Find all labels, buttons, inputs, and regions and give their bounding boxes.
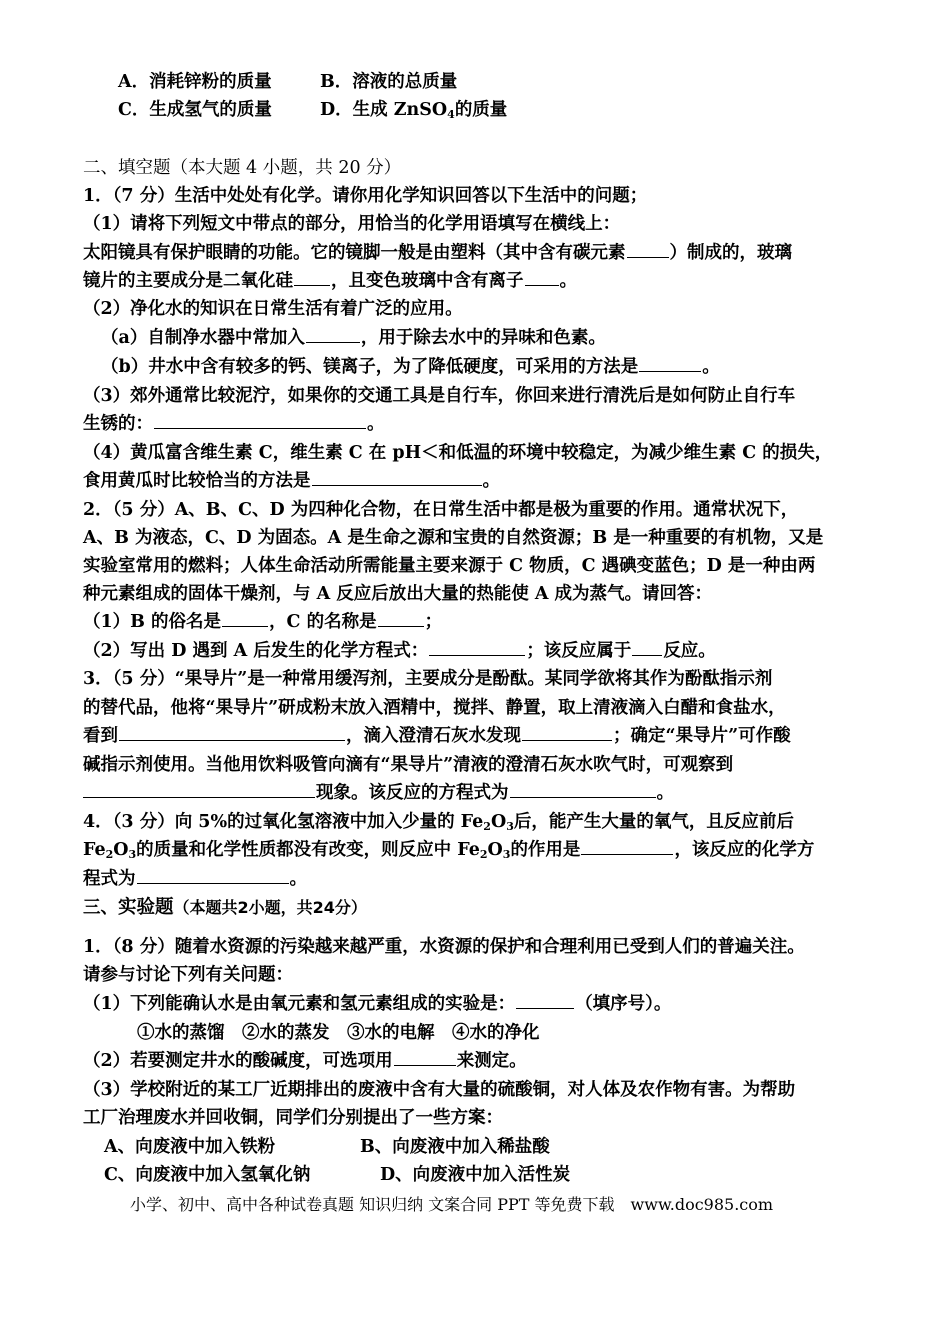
answer-blank[interactable]: [378, 610, 424, 627]
answer-blank[interactable]: [525, 269, 559, 286]
answer-blank[interactable]: [581, 838, 673, 855]
option-c: C．生成氢气的质量: [118, 100, 272, 120]
q2-part1: （1）B 的俗名是 ，C 的名称是 ；: [83, 612, 443, 632]
q3-line4: 碱指示剂使用。当他用饮料吸管向滴有“果导片”清液的澄清石灰水吹气时，可观察到: [83, 755, 734, 775]
section3-title: 三、实验题（本题共2小题，共24分）: [83, 897, 367, 918]
q1-part2b: （b）井水中含有较多的钙、镁离子，为了降低硬度，可采用的方法是 。: [101, 357, 720, 377]
answer-blank[interactable]: [222, 610, 268, 627]
s3-q1-part3-line1: （3）学校附近的某工厂近期排出的废液中含有大量的硫酸铜，对人体及农作物有害。为帮助: [83, 1080, 796, 1100]
answer-blank[interactable]: [312, 469, 482, 486]
answer-blank[interactable]: [510, 781, 656, 798]
answer-blank[interactable]: [522, 724, 612, 741]
q2-line4: 种元素组成的固体干燥剂，与 A 反应后放出大量的热能使 A 成为蒸气。请回答：: [83, 584, 713, 604]
q1-part2a: （a）自制净水器中常加入 ，用于除去水中的异味和色素。: [101, 328, 606, 348]
answer-blank[interactable]: [137, 867, 289, 884]
s3-option-a: A、向废液中加入铁粉: [104, 1137, 276, 1157]
s3-q1-choices: ①水的蒸馏 ②水的蒸发 ③水的电解 ④水的净化: [137, 1023, 540, 1043]
q1-text-line2: 镜片的主要成分是二氧化硅 ，且变色玻璃中含有离子 。: [83, 271, 577, 291]
q1-part4-line1: （4）黄瓜富含维生素 C，维生素 C 在 pH＜和低温的环境中较稳定，为减少维生素 C 的损失，: [83, 443, 833, 463]
q2-part2: （2）写出 D 遇到 A 后发生的化学方程式： ；该反应属于 反应。: [83, 641, 716, 661]
q1-stem: 1．（7 分）生活中处处有化学。请你用化学知识回答以下生活中的问题；: [83, 186, 648, 206]
answer-blank[interactable]: [83, 781, 315, 798]
q4-line1: 4．（3 分）向 5%的过氧化氢溶液中加入少量的 $Fe_2O_3$后，能产生大量的氧气，且反应前后: [83, 812, 794, 833]
section2-title: 二、填空题（本大题 4 小题，共 20 分）: [83, 158, 402, 178]
answer-blank[interactable]: [627, 241, 669, 258]
answer-blank[interactable]: [516, 992, 574, 1009]
answer-blank[interactable]: [294, 269, 330, 286]
answer-blank[interactable]: [306, 326, 360, 343]
q3-line5: 现象。该反应的方程式为 。: [83, 781, 674, 805]
answer-blank[interactable]: [119, 724, 345, 741]
s3-q1-part2: （2）若要测定井水的酸碱度，可选项用 来测定。: [83, 1051, 527, 1071]
option-a: A．消耗锌粉的质量: [118, 72, 272, 92]
q1-part3-line1: （3）郊外通常比较泥泞，如果你的交通工具是自行车，你回来进行清洗后是如何防止自行车: [83, 386, 796, 406]
answer-blank[interactable]: [394, 1049, 456, 1066]
q2-line3: 实验室常用的燃料；人体生命活动所需能量主要来源于 C 物质，C 遇碘变蓝色；D 是一种由两: [83, 556, 816, 576]
answer-blank[interactable]: [154, 412, 366, 429]
q3-line1: 3．（5 分）“果导片”是一种常用缓泻剂，主要成分是酚酞。某同学欲将其作为酚酞指示剂: [83, 669, 773, 689]
q3-line3: 看到 ，滴入澄清石灰水发现 ；确定“果导片”可作酸: [83, 726, 791, 746]
q4-line2: $Fe_2O_3$的质量和化学性质都没有改变，则反应中 $Fe_2O_3$的作用是 ，该反应的化学方: [83, 840, 815, 861]
q1-text-line1: 太阳镜具有保护眼睛的功能。它的镜脚一般是由塑料（其中含有碳元素 ）制成的，玻璃: [83, 243, 792, 263]
q1-part3-line2: 生锈的： 。: [83, 414, 385, 434]
answer-blank[interactable]: [639, 355, 701, 372]
q4-line3: 程式为 。: [83, 869, 307, 889]
s3-option-b: B、向废液中加入稀盐酸: [360, 1137, 550, 1157]
option-d: D．生成 ZnSO$_4$的质量: [320, 100, 508, 121]
s3-q1-line2: 请参与讨论下列有关问题：: [83, 965, 293, 985]
q2-line1: 2．（5 分）A、B、C、D 为四种化合物，在日常生活中都是极为重要的作用。通常状况下，: [83, 500, 799, 520]
q1-part2: （2）净化水的知识在日常生活有着广泛的应用。: [83, 299, 463, 319]
q3-line2: 的替代品，他将“果导片”研成粉末放入酒精中，搅拌、静置，取上清液滴入白醋和食盐水，: [83, 698, 786, 718]
s3-option-c: C、向废液中加入氢氧化钠: [104, 1165, 311, 1185]
page-footer: 小学、初中、高中各种试卷真题 知识归纳 文案合同 PPT 等免费下载 www.doc985.com: [130, 1195, 774, 1214]
s3-option-d: D、向废液中加入活性炭: [380, 1165, 571, 1185]
q1-part4-line2: 食用黄瓜时比较恰当的方法是 。: [83, 471, 500, 491]
q2-line2: A、B 为液态，C、D 为固态。A 是生命之源和宝贵的自然资源；B 是一种重要的有机物，又是: [83, 528, 824, 548]
s3-q1-part1: （1）下列能确认水是由氧元素和氢元素组成的实验是： （填序号）。: [83, 994, 672, 1014]
answer-blank[interactable]: [429, 639, 525, 656]
s3-q1-line1: 1．（8 分）随着水资源的污染越来越严重，水资源的保护和合理利用已受到人们的普遍关注。: [83, 937, 805, 957]
answer-blank[interactable]: [632, 639, 662, 656]
s3-q1-part3-line2: 工厂治理废水并回收铜，同学们分别提出了一些方案：: [83, 1108, 503, 1128]
option-b: B．溶液的总质量: [320, 72, 458, 92]
q1-part1: （1）请将下列短文中带点的部分，用恰当的化学用语填写在横线上：: [83, 214, 621, 234]
